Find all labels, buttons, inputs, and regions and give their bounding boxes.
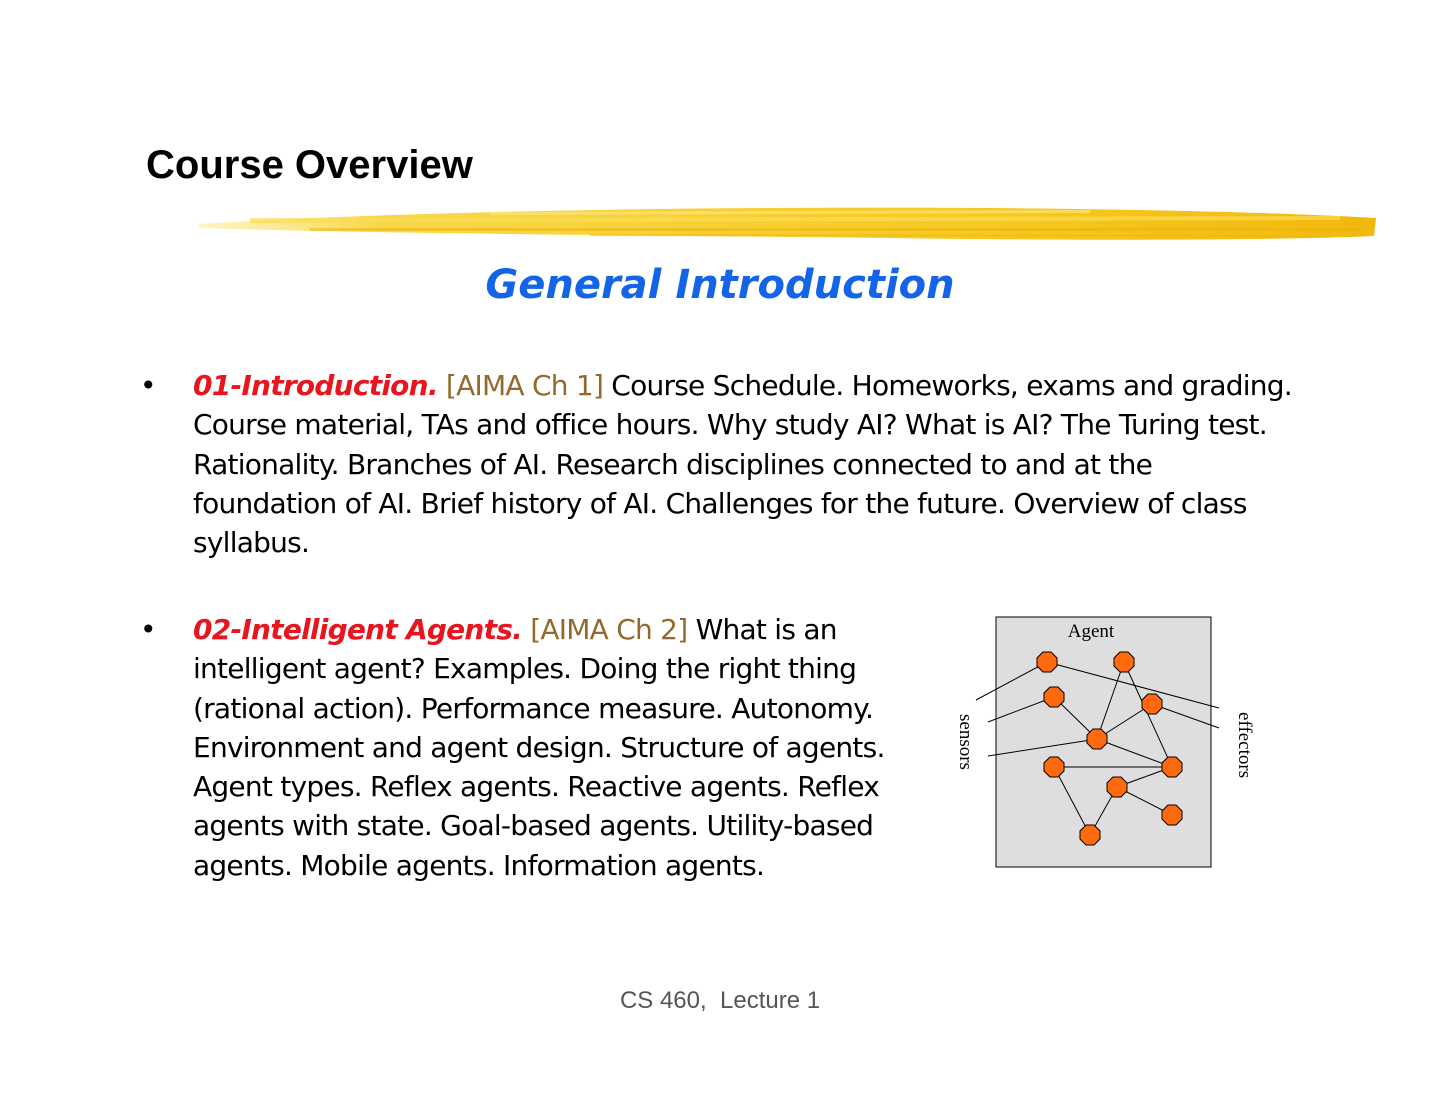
bullet-item xyxy=(140,366,1300,562)
sensors-label: sensors xyxy=(955,714,976,770)
topic-description: Course Schedule. Homeworks, exams and grading. Course material, TAs and office hours. Why study AI? What is AI? The Turing test. Rationality. Branches of AI. Research disciplines connected to and at the foundation of AI. Brief history of AI. Challenges for the future. Overview of class syllabus. xyxy=(193,369,1292,560)
slide-footer: CS 460, Lecture 1 xyxy=(619,987,821,1014)
bullet-marker: • xyxy=(140,613,156,646)
agent-label: Agent xyxy=(1067,621,1115,642)
node xyxy=(1044,757,1064,777)
bullet-content xyxy=(193,610,903,885)
bullet-item xyxy=(140,610,900,885)
node xyxy=(1162,805,1182,825)
node xyxy=(1114,652,1134,672)
node xyxy=(1037,652,1057,672)
node xyxy=(1087,729,1107,749)
brush-stroke-divider xyxy=(190,198,1380,248)
node xyxy=(1162,757,1182,777)
bullet-marker: • xyxy=(140,369,156,402)
effectors-label: effectors xyxy=(1234,712,1255,779)
book-reference: [AIMA Ch 2] xyxy=(530,613,688,646)
agent-network-diagram xyxy=(950,612,1260,874)
bullet-content xyxy=(193,366,1300,562)
node xyxy=(1080,825,1100,845)
topic-name: 02-Intelligent Agents. xyxy=(193,613,523,646)
node xyxy=(1044,687,1064,707)
section-subtitle: General Introduction xyxy=(485,262,955,308)
topic-description: What is an intelligent agent? Examples. Doing the right thing (rational action). Performance measure. Autonomy. Environment and agent design. Structure of agents. Agent types. Reflex agents. Reactive agents. Reflex agents with state. Goal-based agents. Utility-based agents. Mobile agents. Information agents. xyxy=(193,613,885,882)
slide-title: Course Overview xyxy=(146,143,473,187)
book-reference: [AIMA Ch 1] xyxy=(445,369,604,402)
topic-name: 01-Introduction. xyxy=(193,369,438,402)
node xyxy=(1142,694,1162,714)
node xyxy=(1107,777,1127,797)
